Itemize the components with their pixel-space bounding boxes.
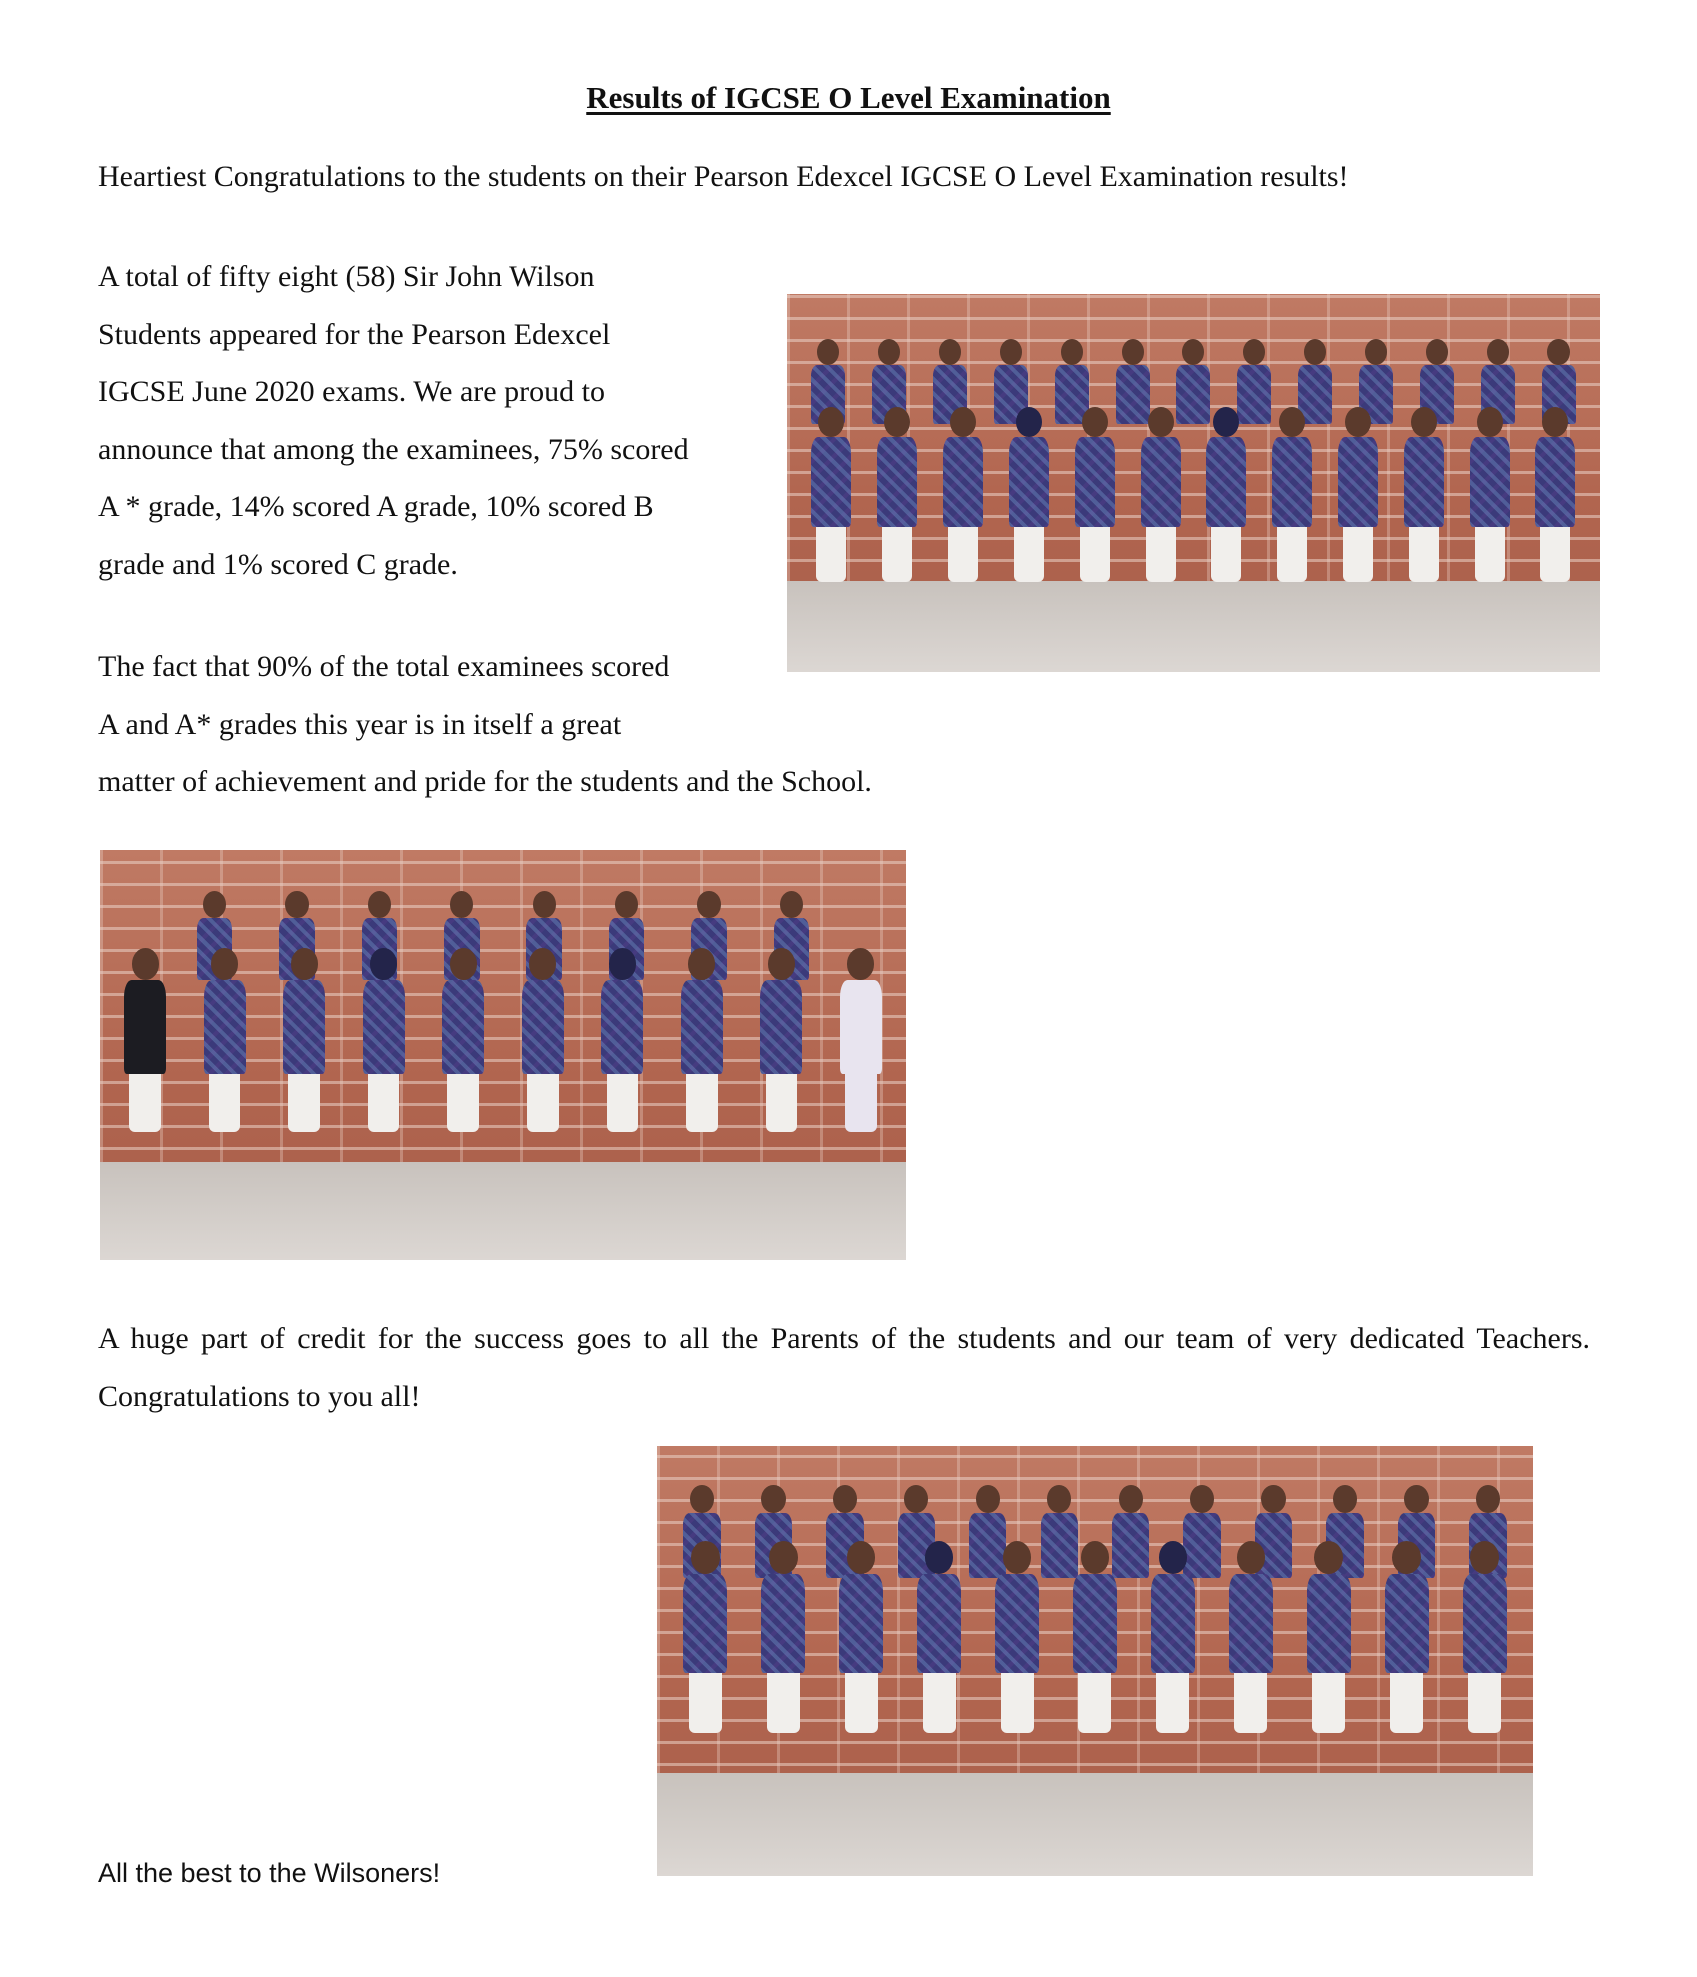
person-figure <box>1073 1541 1117 1734</box>
person-figure <box>839 1541 883 1734</box>
page-title: Results of IGCSE O Level Examination <box>586 80 1111 115</box>
person-legs <box>689 1673 722 1734</box>
person-legs <box>686 1074 718 1132</box>
person-legs <box>1312 1673 1345 1734</box>
person-head <box>847 948 874 980</box>
person-body <box>995 1574 1039 1673</box>
person-figure <box>1075 407 1115 582</box>
person-figure <box>1404 407 1444 582</box>
person-head <box>1190 1485 1214 1513</box>
person-legs <box>1234 1673 1267 1734</box>
person-body <box>811 437 851 527</box>
person-head <box>1159 1541 1188 1574</box>
person-figure <box>204 948 246 1132</box>
person-legs <box>527 1074 559 1132</box>
results-line: grade and 1% scored C grade. <box>98 547 458 581</box>
person-figure <box>522 948 564 1132</box>
group-photo-2 <box>100 850 906 1260</box>
person-figure <box>124 948 166 1132</box>
person-head <box>211 948 238 980</box>
person-body <box>943 437 983 527</box>
person-figure <box>1206 407 1246 582</box>
person-body <box>1075 437 1115 527</box>
person-legs <box>1014 527 1044 582</box>
person-head <box>1047 1485 1071 1513</box>
person-body <box>1338 437 1378 527</box>
person-body <box>1151 1574 1195 1673</box>
person-head <box>1365 339 1387 365</box>
person-head <box>291 948 318 980</box>
person-legs <box>1540 527 1570 582</box>
person-body <box>1385 1574 1429 1673</box>
person-figure <box>760 948 802 1132</box>
person-figure <box>1151 1541 1195 1734</box>
person-figure <box>442 948 484 1132</box>
person-figure <box>1307 1541 1351 1734</box>
person-head <box>615 891 638 918</box>
person-body <box>1535 437 1575 527</box>
person-body <box>1141 437 1181 527</box>
person-body <box>363 980 405 1075</box>
person-body <box>204 980 246 1075</box>
person-body <box>124 980 166 1075</box>
person-legs <box>607 1074 639 1132</box>
person-body <box>877 437 917 527</box>
person-head <box>884 407 910 437</box>
person-figure <box>995 1541 1039 1734</box>
achievement-line: A and A* grades this year is in itself a great <box>98 707 622 741</box>
person-head <box>450 891 473 918</box>
person-head <box>939 339 961 365</box>
person-body <box>601 980 643 1075</box>
photo-floor <box>787 581 1600 672</box>
person-head <box>976 1485 1000 1513</box>
photo-floor <box>100 1162 906 1260</box>
photo-front-row <box>124 948 882 1132</box>
person-head <box>1119 1485 1143 1513</box>
person-body <box>1206 437 1246 527</box>
person-legs <box>1390 1673 1423 1734</box>
closing-line: All the best to the Wilsoners! <box>98 1858 441 1888</box>
person-figure <box>917 1541 961 1734</box>
person-figure <box>683 1541 727 1734</box>
person-legs <box>816 527 846 582</box>
person-head <box>370 948 397 980</box>
person-head <box>817 339 839 365</box>
person-head <box>1243 339 1265 365</box>
person-head <box>847 1541 876 1574</box>
person-legs <box>1475 527 1505 582</box>
person-head <box>769 1541 798 1574</box>
person-body <box>681 980 723 1075</box>
person-head <box>697 891 720 918</box>
person-head <box>1304 339 1326 365</box>
person-head <box>132 948 159 980</box>
person-head <box>1082 407 1108 437</box>
person-legs <box>845 1074 877 1132</box>
photo-front-row <box>683 1541 1506 1734</box>
results-line: IGCSE June 2020 exams. We are proud to <box>98 375 605 408</box>
person-figure <box>1272 407 1312 582</box>
person-figure <box>1141 407 1181 582</box>
person-head <box>1081 1541 1110 1574</box>
person-legs <box>1146 527 1176 582</box>
person-head <box>1016 407 1042 437</box>
person-head <box>1470 1541 1499 1574</box>
person-head <box>780 891 803 918</box>
person-figure <box>811 407 851 582</box>
person-head <box>690 1485 714 1513</box>
results-line: A total of fifty eight (58) Sir John Wilson <box>98 260 595 293</box>
person-legs <box>766 1074 798 1132</box>
person-legs <box>1409 527 1439 582</box>
person-head <box>1392 1541 1421 1574</box>
person-head <box>1061 339 1083 365</box>
person-body <box>839 1574 883 1673</box>
person-head <box>285 891 308 918</box>
person-figure <box>681 948 723 1132</box>
person-legs <box>1343 527 1373 582</box>
photo-front-row <box>811 407 1575 582</box>
person-body <box>522 980 564 1075</box>
person-head <box>1237 1541 1266 1574</box>
results-line: Students appeared for the Pearson Edexcel <box>98 317 611 351</box>
person-legs <box>882 527 912 582</box>
achievement-line: matter of achievement and pride for the students and the School. <box>98 765 872 798</box>
person-figure <box>283 948 325 1132</box>
person-figure <box>601 948 643 1132</box>
person-figure <box>1385 1541 1429 1734</box>
person-legs <box>1211 527 1241 582</box>
person-figure <box>943 407 983 582</box>
person-legs <box>288 1074 320 1132</box>
person-body <box>442 980 484 1075</box>
group-photo-1 <box>787 294 1600 672</box>
results-line: A * grade, 14% scored A grade, 10% scored B <box>98 490 654 523</box>
person-figure <box>761 1541 805 1734</box>
person-head <box>1182 339 1204 365</box>
person-head <box>368 891 391 918</box>
person-legs <box>1277 527 1307 582</box>
person-head <box>1003 1541 1032 1574</box>
person-figure <box>840 948 882 1132</box>
person-head <box>529 948 556 980</box>
person-head <box>1148 407 1174 437</box>
person-body <box>1229 1574 1273 1673</box>
person-body <box>283 980 325 1075</box>
person-head <box>1314 1541 1343 1574</box>
person-legs <box>1078 1673 1111 1734</box>
person-body <box>1009 437 1049 527</box>
person-head <box>609 948 636 980</box>
person-head <box>1411 407 1437 437</box>
person-legs <box>1080 527 1110 582</box>
person-body <box>1470 437 1510 527</box>
person-head <box>203 891 226 918</box>
person-head <box>1547 339 1569 365</box>
person-body <box>761 1574 805 1673</box>
person-legs <box>447 1074 479 1132</box>
person-head <box>1477 407 1503 437</box>
person-body <box>1073 1574 1117 1673</box>
person-head <box>925 1541 954 1574</box>
achievement-paragraph <box>98 638 872 811</box>
person-head <box>768 948 795 980</box>
person-head <box>878 339 900 365</box>
person-head <box>1261 1485 1285 1513</box>
person-body <box>1404 437 1444 527</box>
person-head <box>533 891 556 918</box>
person-legs <box>923 1673 956 1734</box>
person-legs <box>209 1074 241 1132</box>
person-legs <box>368 1074 400 1132</box>
person-head <box>1542 407 1568 437</box>
person-figure <box>1229 1541 1273 1734</box>
person-head <box>1426 339 1448 365</box>
results-line: announce that among the examinees, 75% scored <box>98 432 689 466</box>
person-head <box>761 1485 785 1513</box>
person-head <box>691 1541 720 1574</box>
person-legs <box>767 1673 800 1734</box>
results-paragraph <box>98 248 689 593</box>
person-figure <box>1009 407 1049 582</box>
person-head <box>1345 407 1371 437</box>
person-figure <box>1338 407 1378 582</box>
person-head <box>1000 339 1022 365</box>
person-head <box>1404 1485 1428 1513</box>
person-legs <box>1468 1673 1501 1734</box>
person-legs <box>845 1673 878 1734</box>
person-body <box>1463 1574 1507 1673</box>
person-head <box>1333 1485 1357 1513</box>
person-figure <box>363 948 405 1132</box>
person-body <box>1272 437 1312 527</box>
person-figure <box>1463 1541 1507 1734</box>
person-legs <box>129 1074 161 1132</box>
person-body <box>1307 1574 1351 1673</box>
person-head <box>904 1485 928 1513</box>
person-head <box>1122 339 1144 365</box>
photo-floor <box>657 1773 1533 1876</box>
person-legs <box>1001 1673 1034 1734</box>
credit-paragraph: A huge part of credit for the success goes to all the Parents of the students and our team of very dedicated Teachers. Congratulations to you all! <box>98 1322 1590 1413</box>
person-head <box>450 948 477 980</box>
person-head <box>688 948 715 980</box>
person-body <box>760 980 802 1075</box>
person-legs <box>1156 1673 1189 1734</box>
person-body <box>683 1574 727 1673</box>
person-head <box>833 1485 857 1513</box>
intro-paragraph: Heartiest Congratulations to the students on their Pearson Edexcel IGCSE O Level Examination results! <box>98 160 1349 193</box>
person-figure <box>877 407 917 582</box>
person-head <box>1476 1485 1500 1513</box>
person-head <box>1487 339 1509 365</box>
person-head <box>1213 407 1239 437</box>
person-body <box>840 980 882 1075</box>
person-legs <box>948 527 978 582</box>
person-figure <box>1535 407 1575 582</box>
group-photo-3 <box>657 1446 1533 1876</box>
person-head <box>1279 407 1305 437</box>
person-body <box>917 1574 961 1673</box>
person-head <box>818 407 844 437</box>
achievement-line: The fact that 90% of the total examinees scored <box>98 650 670 683</box>
person-head <box>950 407 976 437</box>
person-figure <box>1470 407 1510 582</box>
